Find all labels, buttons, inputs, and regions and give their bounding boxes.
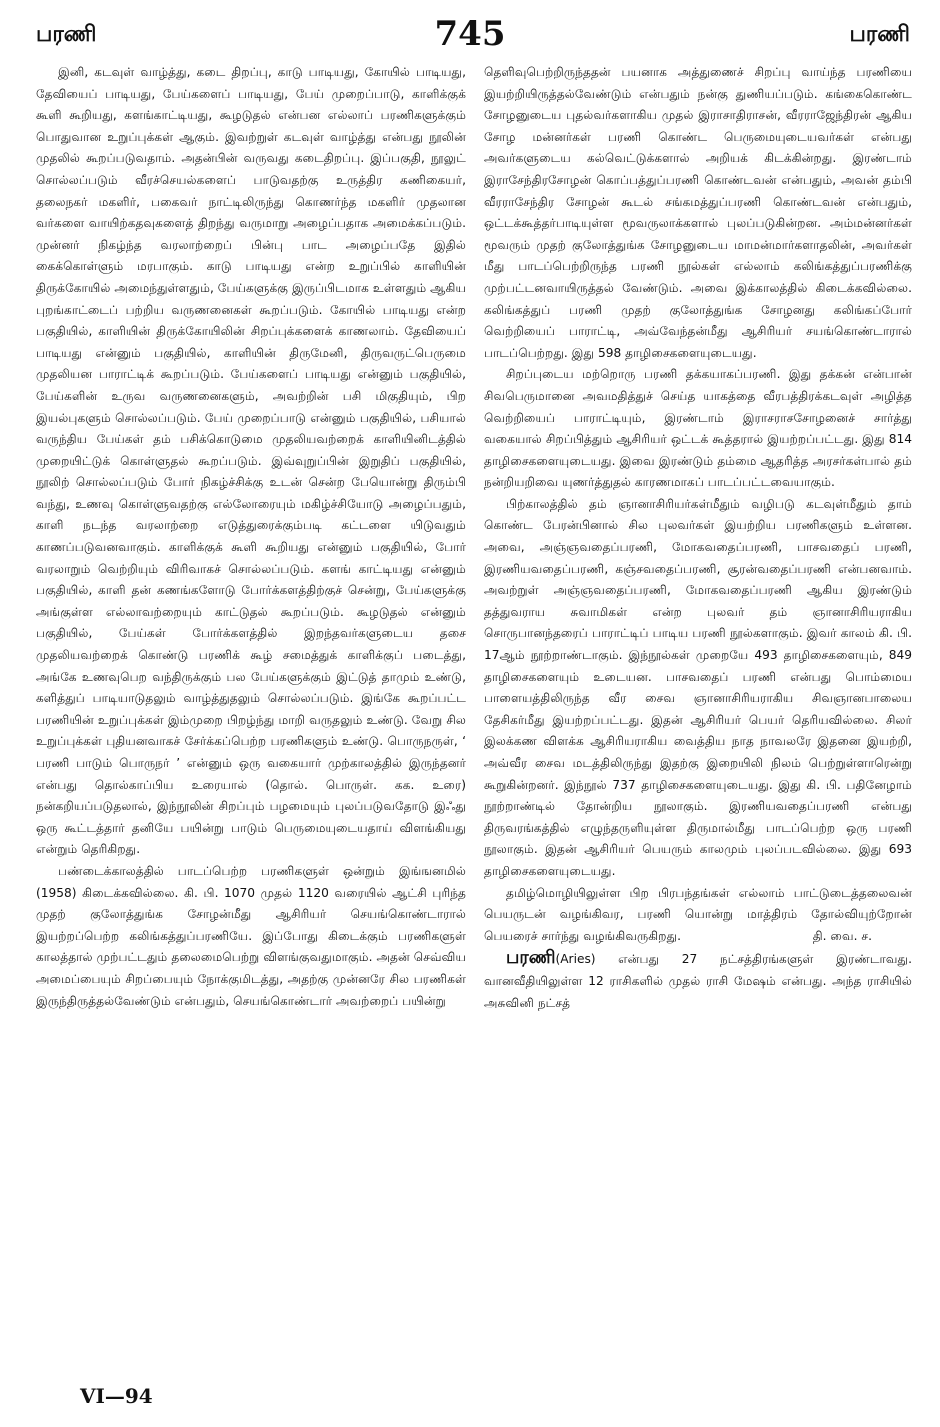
- paragraph-parts-of-parani: இனி, கடவுள் வாழ்த்து, கடை திறப்பு, காடு பாடியது, கோயில் பாடியது, தேவியைப் பாடியது, பேய்களைப் பாடியது, பேய் முறைப்பாடு, காளிக்குக் கூளி கூறியது, களங்காட்டியது, கூழடுதல் என்பன எல்லாப் பரணிகளுக்கும் பொதுவான உறுப்புக்கள் ஆகும். இவற்றுள் கடவுள் வாழ்த்து என்பது நூலின் முதலில் கூறப்படுவதாம். அதன்பின் வருவது கடைதிறப்பு. இப்பகுதி, நூலுட் சொல்லப்படும் வீரச்செயல்களைப் பாடுவதற்கு உருத்திர கணிகையர், தலைநகர் மகளிர், பகைவர் நாட்டிலிருந்து கொணர்ந்த மகளிர் முதலான வர்களை வாயிற்கதவுகளைத் திறந்து வருமாறு அழைப்பதாக அமைக்கப்படும். முன்னர் நிகழ்ந்த வரலாற்றைப் பின்பு பாட அழைப்பதே இதில் கைக்கொள்ளும் மரபாகும். காடு பாடியது என்ற உறுப்பில் காளியின் திருக்கோயில் அமைந்துள்ளதும், பேய்களுக்கு இருப்பிடமாக உள்ளதும் ஆகிய புறங்காட்டைப் பற்றிய வருணனைகள் கூறப்படும். கோயில் பாடியது என்ற பகுதியில், காளியின் திருக்கோயிலின் சிறப்புக்களைக் காணலாம். தேவியைப் பாடியது என்னும் பகுதியில், காளியின் திருமேனி, திருவருட்பெருமை முதலியன பாராட்டிக் கூறப்படும். பேய்களைப் பாடியது என்னும் பகுதியில், பேய்களின் உருவ வருணனைகளும், அவற்றின் பசி மிகுதியும், பிற இயல்புகளும் சொல்லப்படும். பேய் முறைப்பாடு என்னும் பகுதியில், பசியால் வருந்திய பேய்கள் தம் பசிக்கொடுமை முதலியவற்றைக் காளியினிடத்தில் முறையிட்டுக் கொள்ளுதல் கூறப்படும். இவ்வுறுப்பின் இறுதிப் பகுதியில், நூலிற் சொல்லப்படும் போர் நிகழ்ச்சிக்கு உடன் சென்ற பேயொன்று திரும்பி வந்து, உணவு கொள்ளுவதற்கு எல்லோரையும் மகிழ்ச்சியோடு அழைப்பதும், காளி நடந்த வரலாற்றை எடுத்துரைக்கும்படி கட்டளை யிடுவதும் காணப்படுவனவாகும். காளிக்குக் கூளி கூறியது என்னும் பகுதியில், போர் வரலாறும் வெற்றியும் விரிவாகச் சொல்லப்படும். களங் காட்டியது என்னும் பகுதியில், காளி தன் கணங்களோடு போர்க்களத்திற்குச் சென்று, பேய்களுக்கு அங்குள்ள எல்லாவற்றையும் காட்டுதல் கூறப்படும். கூழடுதல் என்னும் பகுதியில், பேய்கள் போர்க்களத்தில் இறந்தவர்களுடைய தசை முதலியவற்றைக் கொண்டு பரணிக் கூழ் சமைத்துக் காளிக்குப் படைத்து, அங்கே உணவுபெற வந்திருக்கும் பல பேய்களுக்கும் இட்டுத் தாமும் உண்டு, களித்துப் பாடியாடுதலும் வாழ்த்துதலும் சொல்லப்படும். இங்கே கூறப்பட்ட பரணியின் உறுப்புக்கள் இம்முறை பிறழ்ந்து மாறி வருதலும் உண்டு. வேறு சில உறுப்புக்கள் புதியனவாகச் சேர்க்கப்பெற்ற பரணிகளும் உண்டு. பொருநருள், ‘ பரணி பாடும் பொருநர் ’ என்னும் ஒரு வகையார் முற்காலத்தில் இருந்தனர் என்பது தொல்காப்பிய உரையால் (தொல். பொருள். கக. உரை) நன்கறியப்படுதலால், இந்நூலின் சிறப்பும் பழமையும் புலப்படுவதோடு இஃது ஒரு கூட்டத்தார் தனியே பயின்று பாடும் பெருமையுடையதாய் விளங்கியது என்றும் தெரிகிறது.: [36, 65, 466, 857]
- paragraph-chola-paranis: தெளிவுபெற்றிருந்ததன் பயனாக அத்துணைச் சிறப்பு வாய்ந்த பரணியை இயற்றியிருத்தல்வேண்டும் என்பதும் நன்கு துணியப்படும். கங்கைகொண்ட சோழனுடைய புதல்வர்களாகிய முதல் இராசாதிராசன், வீரராஜேந்திரன் ஆகிய சோழ மன்னர்கள் பரணி கொண்ட பெருமையுடையவர்கள் என்பது அவர்களுடைய கல்வெட்டுக்களால் அறியக் கிடக்கின்றது. இரண்டாம் இராசேந்திரசோழன் கொப்பத்துப்பரணி கொண்டவன் என்பதும், அவன் தம்பி வீரராசேந்திர சோழன் கூடல் சங்கமத்துப்பரணி கொண்டவன் என்பதும், ஒட்டக்கூத்தர்பாடியுள்ள மூவருலாக்களால் புலப்படுகின்றன. அம்மன்னர்கள் மூவரும் முதற் குலோத்துங்க சோழனுடைய மாமன்மார்களாதலின், அவர்கள் மீது பாடப்பெற்றிருந்த பரணி நூல்கள் எல்லாம் கலிங்கத்துப்பரணிக்கு முற்பட்டனவாயிருத்தல் வேண்டும். அவை இக்காலத்தில் கிடைக்கவில்லை. கலிங்கத்துப் பரணி முதற் குலோத்துங்க சோழனது கலிங்கப்போர் வெற்றியைப் பாராட்டி, அவ்வேந்தன்மீது ஆசிரியர் சயங்கொண்டாரால் பாடப்பெற்றது. இது 598 தாழிசைகளையுடையது.: [484, 65, 912, 360]
- entry-text: என்பது 27 நட்சத்திரங்களுள் இரண்டாவது. வானவீதியிலுள்ள 12 ராசிகளில் முதல் ராசி மேஷம் என்பது. அந்த ராசியில் அசுவினி நட்சத்: [484, 952, 912, 1010]
- running-head-right: பரணி: [849, 22, 910, 47]
- paragraph-aries-entry: [484, 947, 912, 1014]
- author-initials: தி. வை. ச.: [812, 928, 872, 943]
- paragraph-thakkayaga-parani: சிறப்புடைய மற்றொரு பரணி தக்கயாகப்பரணி. இது தக்கன் என்பான் சிவபெருமானை அவமதித்துச் செய்த யாகத்தை வீரபத்திரக்கடவுள் அழித்த வெற்றியைப் பாராட்டியும், இரண்டாம் இராசராசசோழனைச் சார்த்து வகையால் சிறப்பித்தும் ஆசிரியர் ஒட்டக் கூத்தரால் இயற்றப்பட்டது. இது 814 தாழிசைகளையுடையது. இவை இரண்டும் தம்மை ஆதரித்த அரசர்கள்பால் தம் நன்றியறிவை யுணர்த்துதல் காரணமாகப் பாடப்பட்டவையாகும்.: [484, 367, 912, 490]
- entry-english-tag: (Aries): [555, 952, 596, 967]
- volume-page-marker: VI—94: [80, 1384, 153, 1408]
- page-header: [0, 10, 940, 60]
- left-column: [36, 62, 466, 1372]
- paragraph-extant-paranis: பண்டைக்காலத்தில் பாடப்பெற்ற பரணிகளுள் ஒன்றும் இங்ஙனமில் (1958) கிடைக்கவில்லை. கி. பி. 1070 முதல் 1120 வரையில் ஆட்சி புரிந்த முதற் குலோத்துங்க சோழன்மீது ஆசிரியர் செயங்கொண்டாரால் இயற்றப்பெற்ற கலிங்கத்துப்பரணியே. இப்போது கிடைக்கும் பரணிகளுள் காலத்தால் முற்பட்டதும் தலைமைபெற்று விளங்குவதுமாகும். அதன் செவ்விய அமைப்பையும் சிறப்பையும் நோக்குமிடத்து, அதற்கு முன்னரே சில பரணிகள் இருந்திருத்தல்வேண்டும் என்பதும், செயங்கொண்டார் அவற்றைப் பயின்று: [36, 863, 466, 1008]
- paragraph-later-paranis: பிற்காலத்தில் தம் ஞானாசிரியர்கள்மீதும் வழிபடு கடவுள்மீதும் தாம் கொண்ட பேரன்பினால் சில புலவர்கள் இயற்றிய பரணிகளும் உள்ளன. அவை, அஞ்ஞவதைப்பரணி, மோகவதைப்பரணி, பாசவதைப் பரணி, இரணியவதைப்பரணி, கஞ்சவதைப்பரணி, சூரன்வதைப்பரணி என்பனவாம். அவற்றுள் அஞ்ஞவதைப்பரணி, மோகவதைப்பரணி ஆகிய இரண்டும் தத்துவராய சுவாமிகள் என்ற புலவர் தம் ஞானாசிரியராகிய சொருபானந்தரைப் பாராட்டிப் பாடிய பரணி நூல்களாகும். இவர் காலம் கி. பி. 17ஆம் நூற்றாண்டாகும். இந்நூல்கள் முறையே 493 தாழிசைகளையும், 849 தாழிசைகளையும் உடையன. பாசவதைப் பரணி என்பது பொம்மைய பாளையத்திலிருந்த வீர சைவ ஞானாசிரியராகிய சிவஞானபாலைய தேசிகர்மீது இயற்றப்பட்டது. இதன் ஆசிரியர் பெயர் தெரியவில்லை. சிலர் இலக்கண விளக்க ஆசிரியராகிய வைத்திய நாத நாவலரே இதனை இயற்றி, அவ்வீர சைவ மடத்திலிருந்து இதற்கு இறையிலி நிலம் பெற்றுள்ளாரென்று கூறுகின்றனர். இந்நூல் 737 தாழிசைகளையுடையது. இது கி. பி. பதினேழாம் நூற்றாண்டில் தோன்றிய நூலாகும். இரணியவதைப்பரணி என்பது திருவரங்கத்தில் எழுந்தருளியுள்ள திருமால்மீது பாடப்பெற்ற ஒரு பரணி நூலாகும். இதன் ஆசிரியர் பெயரும் காலமும் புலப்படவில்லை. இது 693 தாழிசைகளையுடையது.: [484, 496, 912, 878]
- entry-headword: பரணி: [506, 947, 556, 969]
- right-column: [484, 62, 912, 1372]
- running-head-left: பரணி: [36, 22, 97, 47]
- page-number: 745: [434, 14, 506, 54]
- paragraph-naming-convention: தமிழ்மொழியிலுள்ள பிற பிரபந்தங்கள் எல்லாம் பாட்டுடைத்தலைவன் பெயருடன் வழங்கிவர, பரணி யொன்று மாத்திரம் தோல்வியுற்றோன் பெயரைச் சார்ந்து வழங்கிவருகிறது.: [484, 885, 912, 943]
